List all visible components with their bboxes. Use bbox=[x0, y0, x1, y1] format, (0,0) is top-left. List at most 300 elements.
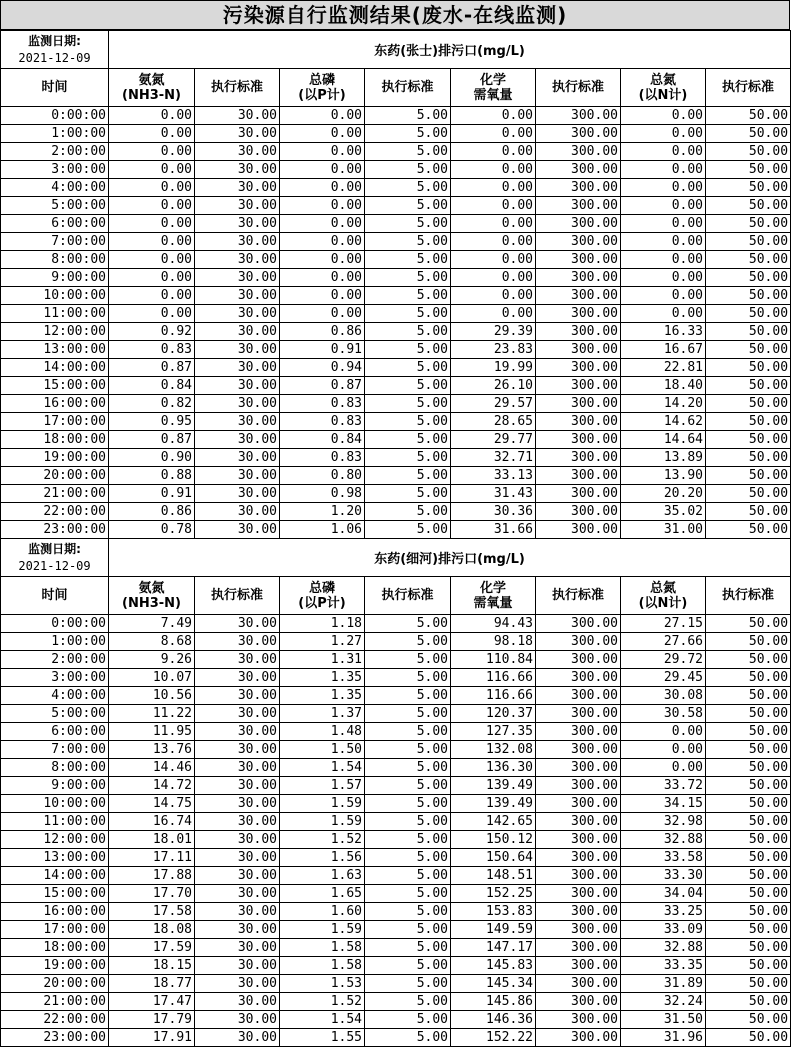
table-row bbox=[1, 615, 791, 633]
value-cell: 0.00 bbox=[451, 215, 536, 233]
value-cell: 152.25 bbox=[451, 885, 536, 903]
value-cell: 50.00 bbox=[706, 413, 791, 431]
value-cell: 30.00 bbox=[195, 179, 280, 197]
header-text: 执行标准 bbox=[381, 588, 434, 603]
value-cell: 5.00 bbox=[365, 125, 451, 143]
value-cell: 300.00 bbox=[536, 975, 621, 993]
value-cell: 29.57 bbox=[451, 395, 536, 413]
value-cell: 50.00 bbox=[706, 957, 791, 975]
value-cell: 50.00 bbox=[706, 993, 791, 1011]
value-cell: 94.43 bbox=[451, 615, 536, 633]
table-row bbox=[1, 107, 791, 125]
header-text: 执行标准 bbox=[551, 80, 604, 95]
value-cell: 300.00 bbox=[536, 669, 621, 687]
value-cell: 0.00 bbox=[280, 179, 365, 197]
value-cell: 1.06 bbox=[280, 521, 365, 539]
value-cell: 300.00 bbox=[536, 651, 621, 669]
time-cell: 13:00:00 bbox=[1, 341, 109, 359]
value-cell: 31.00 bbox=[621, 521, 706, 539]
value-cell: 30.00 bbox=[195, 777, 280, 795]
value-cell: 0.82 bbox=[109, 395, 195, 413]
value-cell: 30.00 bbox=[195, 341, 280, 359]
table-row bbox=[1, 449, 791, 467]
header-time bbox=[1, 69, 109, 107]
time-cell: 17:00:00 bbox=[1, 413, 109, 431]
value-cell: 0.00 bbox=[621, 197, 706, 215]
value-cell: 120.37 bbox=[451, 705, 536, 723]
value-cell: 1.57 bbox=[280, 777, 365, 795]
value-cell: 30.00 bbox=[195, 885, 280, 903]
value-cell: 5.00 bbox=[365, 467, 451, 485]
value-cell: 5.00 bbox=[365, 449, 451, 467]
table-row bbox=[1, 485, 791, 503]
time-cell: 18:00:00 bbox=[1, 939, 109, 957]
value-cell: 153.83 bbox=[451, 903, 536, 921]
value-cell: 14.72 bbox=[109, 777, 195, 795]
header-text: (以P计) bbox=[298, 595, 346, 611]
value-cell: 50.00 bbox=[706, 705, 791, 723]
value-cell: 30.00 bbox=[195, 831, 280, 849]
table-row bbox=[1, 323, 791, 341]
value-cell: 1.58 bbox=[280, 957, 365, 975]
value-cell: 31.66 bbox=[451, 521, 536, 539]
header-text: (以N计) bbox=[638, 595, 688, 611]
table-row bbox=[1, 885, 791, 903]
value-cell: 300.00 bbox=[536, 831, 621, 849]
value-cell: 14.20 bbox=[621, 395, 706, 413]
value-cell: 30.00 bbox=[195, 485, 280, 503]
value-cell: 300.00 bbox=[536, 1011, 621, 1029]
value-cell: 13.89 bbox=[621, 449, 706, 467]
value-cell: 5.00 bbox=[365, 723, 451, 741]
table-row bbox=[1, 251, 791, 269]
value-cell: 1.53 bbox=[280, 975, 365, 993]
value-cell: 30.00 bbox=[195, 503, 280, 521]
monitoring-date-cell bbox=[1, 539, 109, 577]
value-cell: 5.00 bbox=[365, 485, 451, 503]
value-cell: 50.00 bbox=[706, 449, 791, 467]
value-cell: 5.00 bbox=[365, 233, 451, 251]
value-cell: 0.00 bbox=[280, 269, 365, 287]
header-text: 化学 bbox=[479, 580, 506, 596]
value-cell: 0.86 bbox=[109, 503, 195, 521]
value-cell: 14.75 bbox=[109, 795, 195, 813]
value-cell: 0.91 bbox=[280, 341, 365, 359]
value-cell: 300.00 bbox=[536, 431, 621, 449]
table-row bbox=[1, 849, 791, 867]
time-cell: 1:00:00 bbox=[1, 633, 109, 651]
value-cell: 300.00 bbox=[536, 993, 621, 1011]
value-cell: 300.00 bbox=[536, 615, 621, 633]
value-cell: 30.00 bbox=[195, 921, 280, 939]
header-tp bbox=[280, 577, 365, 615]
table-row bbox=[1, 993, 791, 1011]
value-cell: 0.91 bbox=[109, 485, 195, 503]
value-cell: 30.00 bbox=[195, 903, 280, 921]
header-text: 时间 bbox=[41, 588, 68, 603]
value-cell: 1.35 bbox=[280, 687, 365, 705]
value-cell: 300.00 bbox=[536, 467, 621, 485]
value-cell: 5.00 bbox=[365, 395, 451, 413]
value-cell: 5.00 bbox=[365, 503, 451, 521]
value-cell: 30.00 bbox=[195, 795, 280, 813]
header-nh3 bbox=[109, 69, 195, 107]
value-cell: 1.59 bbox=[280, 795, 365, 813]
value-cell: 50.00 bbox=[706, 669, 791, 687]
table-row bbox=[1, 687, 791, 705]
value-cell: 0.87 bbox=[109, 431, 195, 449]
header-text: 需氧量 bbox=[473, 595, 513, 611]
time-cell: 6:00:00 bbox=[1, 723, 109, 741]
value-cell: 30.00 bbox=[195, 993, 280, 1011]
time-cell: 2:00:00 bbox=[1, 143, 109, 161]
value-cell: 17.91 bbox=[109, 1029, 195, 1047]
value-cell: 0.00 bbox=[109, 287, 195, 305]
value-cell: 29.72 bbox=[621, 651, 706, 669]
value-cell: 0.92 bbox=[109, 323, 195, 341]
table-row bbox=[1, 359, 791, 377]
value-cell: 50.00 bbox=[706, 813, 791, 831]
table-row bbox=[1, 233, 791, 251]
value-cell: 50.00 bbox=[706, 831, 791, 849]
value-cell: 17.88 bbox=[109, 867, 195, 885]
value-cell: 300.00 bbox=[536, 903, 621, 921]
value-cell: 50.00 bbox=[706, 521, 791, 539]
value-cell: 0.00 bbox=[451, 125, 536, 143]
value-cell: 5.00 bbox=[365, 615, 451, 633]
value-cell: 300.00 bbox=[536, 395, 621, 413]
value-cell: 5.00 bbox=[365, 849, 451, 867]
value-cell: 0.78 bbox=[109, 521, 195, 539]
value-cell: 5.00 bbox=[365, 179, 451, 197]
value-cell: 30.00 bbox=[195, 125, 280, 143]
value-cell: 30.00 bbox=[195, 449, 280, 467]
value-cell: 145.34 bbox=[451, 975, 536, 993]
value-cell: 50.00 bbox=[706, 615, 791, 633]
value-cell: 7.49 bbox=[109, 615, 195, 633]
value-cell: 50.00 bbox=[706, 467, 791, 485]
value-cell: 30.00 bbox=[195, 269, 280, 287]
value-cell: 33.58 bbox=[621, 849, 706, 867]
header-std-tn bbox=[706, 69, 791, 107]
date-label: 监测日期: bbox=[28, 33, 81, 48]
value-cell: 50.00 bbox=[706, 251, 791, 269]
outlet-name: 东药(细河)排污口(mg/L) bbox=[109, 539, 791, 577]
value-cell: 300.00 bbox=[536, 305, 621, 323]
value-cell: 110.84 bbox=[451, 651, 536, 669]
value-cell: 1.65 bbox=[280, 885, 365, 903]
value-cell: 5.00 bbox=[365, 215, 451, 233]
value-cell: 31.50 bbox=[621, 1011, 706, 1029]
value-cell: 5.00 bbox=[365, 341, 451, 359]
value-cell: 139.49 bbox=[451, 795, 536, 813]
time-cell: 5:00:00 bbox=[1, 705, 109, 723]
header-text: (以N计) bbox=[638, 87, 688, 103]
time-cell: 11:00:00 bbox=[1, 305, 109, 323]
value-cell: 0.87 bbox=[109, 359, 195, 377]
value-cell: 33.72 bbox=[621, 777, 706, 795]
time-cell: 8:00:00 bbox=[1, 251, 109, 269]
value-cell: 5.00 bbox=[365, 413, 451, 431]
value-cell: 5.00 bbox=[365, 831, 451, 849]
value-cell: 13.90 bbox=[621, 467, 706, 485]
value-cell: 30.00 bbox=[195, 395, 280, 413]
value-cell: 0.00 bbox=[109, 215, 195, 233]
value-cell: 50.00 bbox=[706, 777, 791, 795]
time-cell: 7:00:00 bbox=[1, 233, 109, 251]
value-cell: 5.00 bbox=[365, 687, 451, 705]
value-cell: 300.00 bbox=[536, 777, 621, 795]
value-cell: 50.00 bbox=[706, 431, 791, 449]
table-row bbox=[1, 903, 791, 921]
time-cell: 10:00:00 bbox=[1, 795, 109, 813]
value-cell: 17.47 bbox=[109, 993, 195, 1011]
time-cell: 8:00:00 bbox=[1, 759, 109, 777]
value-cell: 16.33 bbox=[621, 323, 706, 341]
time-cell: 13:00:00 bbox=[1, 849, 109, 867]
value-cell: 5.00 bbox=[365, 993, 451, 1011]
value-cell: 5.00 bbox=[365, 359, 451, 377]
table-row bbox=[1, 467, 791, 485]
value-cell: 13.76 bbox=[109, 741, 195, 759]
value-cell: 1.52 bbox=[280, 993, 365, 1011]
value-cell: 5.00 bbox=[365, 633, 451, 651]
value-cell: 0.00 bbox=[621, 179, 706, 197]
value-cell: 27.66 bbox=[621, 633, 706, 651]
table-row bbox=[1, 975, 791, 993]
monitoring-date: 2021-12-09 bbox=[18, 50, 91, 65]
value-cell: 1.54 bbox=[280, 759, 365, 777]
table-row bbox=[1, 161, 791, 179]
table-row bbox=[1, 395, 791, 413]
value-cell: 0.00 bbox=[280, 125, 365, 143]
value-cell: 300.00 bbox=[536, 197, 621, 215]
value-cell: 50.00 bbox=[706, 143, 791, 161]
value-cell: 33.30 bbox=[621, 867, 706, 885]
table-row bbox=[1, 521, 791, 539]
value-cell: 30.00 bbox=[195, 705, 280, 723]
value-cell: 1.50 bbox=[280, 741, 365, 759]
value-cell: 18.77 bbox=[109, 975, 195, 993]
value-cell: 300.00 bbox=[536, 359, 621, 377]
value-cell: 0.00 bbox=[621, 233, 706, 251]
value-cell: 0.00 bbox=[280, 233, 365, 251]
value-cell: 5.00 bbox=[365, 921, 451, 939]
value-cell: 30.00 bbox=[195, 413, 280, 431]
value-cell: 5.00 bbox=[365, 323, 451, 341]
value-cell: 0.00 bbox=[621, 215, 706, 233]
table-row bbox=[1, 759, 791, 777]
header-tn bbox=[621, 69, 706, 107]
value-cell: 50.00 bbox=[706, 197, 791, 215]
time-cell: 20:00:00 bbox=[1, 467, 109, 485]
time-cell: 20:00:00 bbox=[1, 975, 109, 993]
value-cell: 300.00 bbox=[536, 957, 621, 975]
value-cell: 30.00 bbox=[195, 359, 280, 377]
column-header-row bbox=[1, 577, 791, 615]
value-cell: 5.00 bbox=[365, 521, 451, 539]
value-cell: 33.35 bbox=[621, 957, 706, 975]
value-cell: 30.00 bbox=[195, 957, 280, 975]
value-cell: 50.00 bbox=[706, 975, 791, 993]
outlet-name: 东药(张士)排污口(mg/L) bbox=[109, 31, 791, 69]
value-cell: 50.00 bbox=[706, 323, 791, 341]
header-text: 执行标准 bbox=[210, 588, 263, 603]
value-cell: 50.00 bbox=[706, 633, 791, 651]
value-cell: 50.00 bbox=[706, 341, 791, 359]
value-cell: 0.00 bbox=[109, 179, 195, 197]
value-cell: 30.00 bbox=[195, 633, 280, 651]
value-cell: 0.00 bbox=[109, 161, 195, 179]
value-cell: 300.00 bbox=[536, 687, 621, 705]
header-text: (以P计) bbox=[298, 87, 346, 103]
header-text: 需氧量 bbox=[473, 87, 513, 103]
value-cell: 10.07 bbox=[109, 669, 195, 687]
value-cell: 5.00 bbox=[365, 651, 451, 669]
value-cell: 1.31 bbox=[280, 651, 365, 669]
value-cell: 300.00 bbox=[536, 521, 621, 539]
time-cell: 22:00:00 bbox=[1, 503, 109, 521]
value-cell: 30.00 bbox=[195, 651, 280, 669]
value-cell: 29.77 bbox=[451, 431, 536, 449]
value-cell: 30.00 bbox=[195, 759, 280, 777]
value-cell: 30.00 bbox=[195, 215, 280, 233]
value-cell: 5.00 bbox=[365, 813, 451, 831]
table-row bbox=[1, 197, 791, 215]
value-cell: 0.00 bbox=[451, 233, 536, 251]
value-cell: 35.02 bbox=[621, 503, 706, 521]
header-std-tp bbox=[365, 577, 451, 615]
header-std-nh3 bbox=[195, 577, 280, 615]
value-cell: 19.99 bbox=[451, 359, 536, 377]
section-header bbox=[1, 539, 791, 577]
value-cell: 0.00 bbox=[451, 287, 536, 305]
value-cell: 98.18 bbox=[451, 633, 536, 651]
value-cell: 5.00 bbox=[365, 287, 451, 305]
time-cell: 3:00:00 bbox=[1, 669, 109, 687]
value-cell: 300.00 bbox=[536, 633, 621, 651]
value-cell: 17.79 bbox=[109, 1011, 195, 1029]
table-row bbox=[1, 921, 791, 939]
time-cell: 2:00:00 bbox=[1, 651, 109, 669]
value-cell: 0.00 bbox=[621, 251, 706, 269]
value-cell: 300.00 bbox=[536, 413, 621, 431]
value-cell: 148.51 bbox=[451, 867, 536, 885]
value-cell: 300.00 bbox=[536, 161, 621, 179]
value-cell: 0.00 bbox=[451, 161, 536, 179]
time-cell: 16:00:00 bbox=[1, 903, 109, 921]
value-cell: 1.35 bbox=[280, 669, 365, 687]
value-cell: 30.00 bbox=[195, 323, 280, 341]
value-cell: 5.00 bbox=[365, 251, 451, 269]
value-cell: 0.00 bbox=[621, 741, 706, 759]
value-cell: 300.00 bbox=[536, 233, 621, 251]
value-cell: 14.62 bbox=[621, 413, 706, 431]
table-row bbox=[1, 831, 791, 849]
table-row bbox=[1, 705, 791, 723]
header-text: 总氮 bbox=[649, 72, 676, 88]
value-cell: 50.00 bbox=[706, 903, 791, 921]
value-cell: 136.30 bbox=[451, 759, 536, 777]
time-cell: 9:00:00 bbox=[1, 777, 109, 795]
value-cell: 50.00 bbox=[706, 107, 791, 125]
column-header-row bbox=[1, 69, 791, 107]
value-cell: 139.49 bbox=[451, 777, 536, 795]
time-cell: 1:00:00 bbox=[1, 125, 109, 143]
value-cell: 5.00 bbox=[365, 867, 451, 885]
section-header bbox=[1, 31, 791, 69]
time-cell: 3:00:00 bbox=[1, 161, 109, 179]
value-cell: 5.00 bbox=[365, 741, 451, 759]
value-cell: 132.08 bbox=[451, 741, 536, 759]
value-cell: 5.00 bbox=[365, 377, 451, 395]
value-cell: 5.00 bbox=[365, 759, 451, 777]
value-cell: 34.15 bbox=[621, 795, 706, 813]
value-cell: 1.59 bbox=[280, 813, 365, 831]
value-cell: 300.00 bbox=[536, 503, 621, 521]
value-cell: 33.25 bbox=[621, 903, 706, 921]
value-cell: 5.00 bbox=[365, 903, 451, 921]
value-cell: 150.64 bbox=[451, 849, 536, 867]
table-row bbox=[1, 287, 791, 305]
value-cell: 16.67 bbox=[621, 341, 706, 359]
header-std-tn bbox=[706, 577, 791, 615]
value-cell: 300.00 bbox=[536, 449, 621, 467]
value-cell: 150.12 bbox=[451, 831, 536, 849]
table-row bbox=[1, 431, 791, 449]
value-cell: 0.00 bbox=[280, 197, 365, 215]
value-cell: 5.00 bbox=[365, 305, 451, 323]
table-row bbox=[1, 867, 791, 885]
value-cell: 29.45 bbox=[621, 669, 706, 687]
value-cell: 0.00 bbox=[621, 759, 706, 777]
time-cell: 14:00:00 bbox=[1, 867, 109, 885]
monitoring-date: 2021-12-09 bbox=[18, 558, 91, 573]
time-cell: 10:00:00 bbox=[1, 287, 109, 305]
value-cell: 300.00 bbox=[536, 921, 621, 939]
value-cell: 1.18 bbox=[280, 615, 365, 633]
value-cell: 5.00 bbox=[365, 1029, 451, 1047]
value-cell: 50.00 bbox=[706, 269, 791, 287]
value-cell: 300.00 bbox=[536, 323, 621, 341]
value-cell: 18.01 bbox=[109, 831, 195, 849]
value-cell: 5.00 bbox=[365, 161, 451, 179]
value-cell: 17.70 bbox=[109, 885, 195, 903]
value-cell: 1.27 bbox=[280, 633, 365, 651]
value-cell: 5.00 bbox=[365, 197, 451, 215]
header-text: 化学 bbox=[479, 72, 506, 88]
value-cell: 11.95 bbox=[109, 723, 195, 741]
value-cell: 0.83 bbox=[280, 449, 365, 467]
value-cell: 0.00 bbox=[621, 269, 706, 287]
value-cell: 50.00 bbox=[706, 741, 791, 759]
time-cell: 14:00:00 bbox=[1, 359, 109, 377]
table-row bbox=[1, 741, 791, 759]
value-cell: 300.00 bbox=[536, 287, 621, 305]
value-cell: 0.87 bbox=[280, 377, 365, 395]
table-row bbox=[1, 669, 791, 687]
value-cell: 30.00 bbox=[195, 305, 280, 323]
value-cell: 0.00 bbox=[621, 305, 706, 323]
time-cell: 9:00:00 bbox=[1, 269, 109, 287]
value-cell: 50.00 bbox=[706, 849, 791, 867]
table-row bbox=[1, 633, 791, 651]
value-cell: 0.00 bbox=[109, 269, 195, 287]
header-std-cod bbox=[536, 69, 621, 107]
value-cell: 17.11 bbox=[109, 849, 195, 867]
value-cell: 0.84 bbox=[109, 377, 195, 395]
time-cell: 23:00:00 bbox=[1, 521, 109, 539]
